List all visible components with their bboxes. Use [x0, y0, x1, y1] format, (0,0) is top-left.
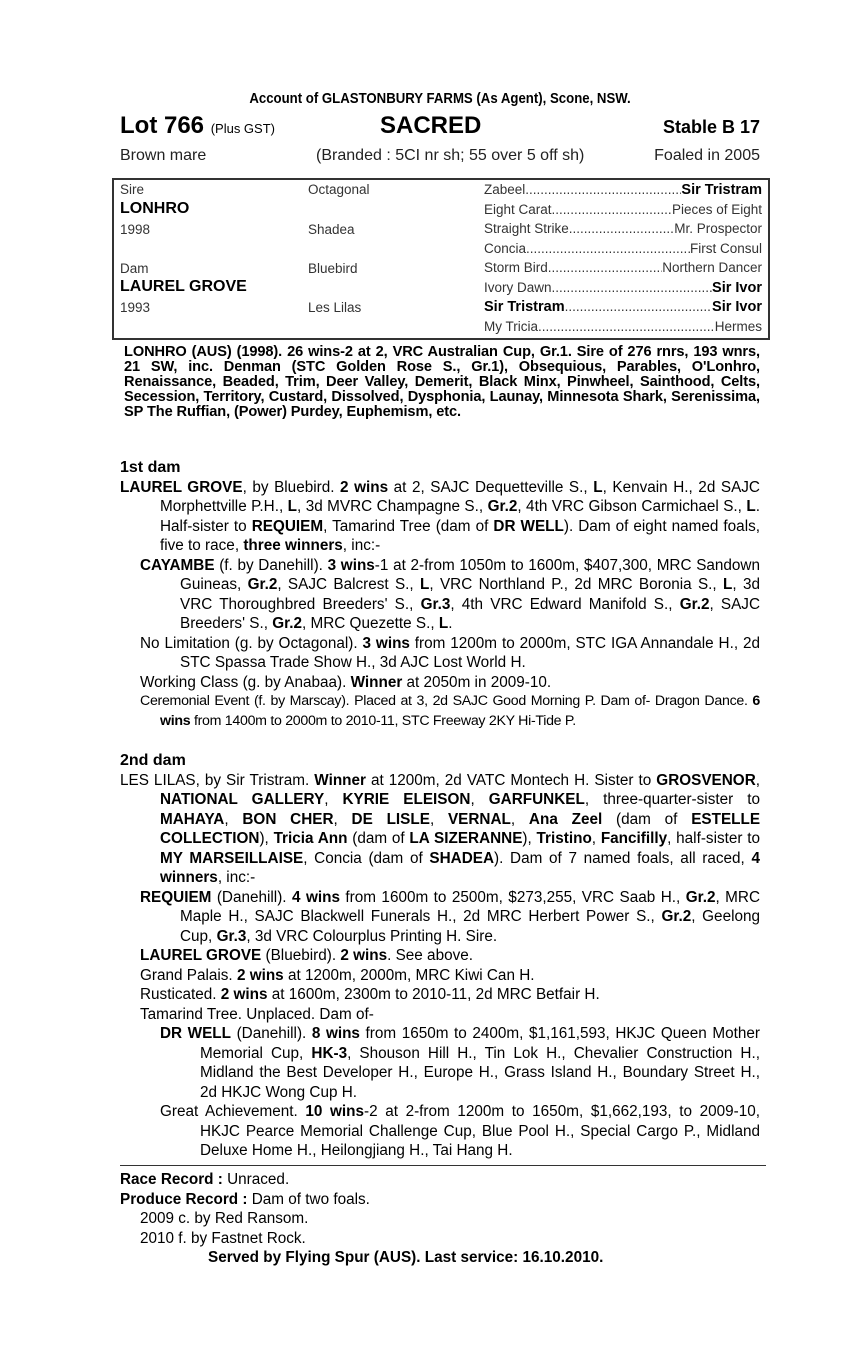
text-run: (dam of	[602, 810, 692, 828]
bold-text: REQUIEM	[140, 888, 212, 906]
bold-text: 2 wins	[340, 947, 388, 964]
bold-text: L	[438, 615, 449, 632]
bold-text: L	[593, 478, 603, 496]
bold-text: LA SIZERANNE	[409, 830, 523, 847]
text-run: ,	[755, 771, 760, 789]
text-run: (Bluebird).	[261, 947, 341, 964]
pedigree-paragraph	[120, 946, 760, 966]
text-run: Great Achievement.	[160, 1103, 306, 1120]
text-run: . See above.	[387, 947, 473, 964]
bold-text: Winner	[350, 673, 403, 691]
dam-dam: Les Lilas	[308, 300, 362, 315]
horse-name: SACRED	[380, 112, 482, 139]
bold-text: Gr.3	[420, 595, 451, 613]
bold-text: ESTELLE COLLECTION	[160, 810, 761, 847]
text-run: , 3d VRC Colourplus Printing H. Sire.	[246, 927, 498, 945]
colour-sex: Brown mare	[120, 147, 207, 164]
text-run: Grand Palais.	[140, 966, 237, 984]
first-dam-section	[120, 458, 760, 731]
leader-dots	[548, 260, 662, 275]
bold-text: 2 wins	[220, 986, 268, 1003]
gen3-dam-sire: Sir Ivor	[712, 279, 762, 296]
sire-label: Sire	[120, 182, 145, 197]
section-heading: 1st dam	[120, 459, 181, 476]
lot-note: (Plus GST)	[210, 121, 275, 136]
text-run: No Limitation (g. by Octagonal).	[140, 634, 363, 652]
text-run: , SAJC Breeders' S.,	[180, 595, 760, 632]
gen3-dam-sire: Pieces of Eight	[671, 201, 762, 217]
text-run: ),	[259, 830, 274, 847]
text-run: , 3d VRC Thoroughbred Breeders' S.,	[180, 576, 760, 613]
dam-label: Dam	[120, 261, 149, 276]
gen3-dam-sire: Hermes	[714, 318, 762, 334]
text-run: ),	[522, 830, 537, 847]
bold-text: DR WELL	[160, 1025, 231, 1042]
dam-name: LAUREL GROVE	[120, 278, 247, 295]
text-run: , SAJC Balcrest S.,	[277, 576, 421, 593]
leader-dots	[538, 319, 715, 334]
text-run: ). Dam of eight named foals, five to race,	[160, 517, 760, 554]
leader-dots	[569, 221, 674, 236]
leader-dots	[565, 299, 712, 315]
text-run: ). Dam of 7 named foals, all raced,	[494, 849, 752, 867]
text-run: , three-quarter-sister to	[584, 791, 761, 808]
gen3-sire: Storm Bird	[484, 260, 548, 275]
text-run: , VRC Northland P., 2d MRC Boronia S.,	[429, 576, 724, 593]
bold-text: LAUREL GROVE	[140, 947, 262, 964]
bold-text: GARFUNKEL	[488, 791, 585, 808]
lot-label: Lot 766	[120, 112, 205, 139]
text-run: , 4th VRC Gibson Carmichael S.,	[517, 498, 747, 515]
text-run: at 2050m in 2009-10.	[402, 673, 552, 691]
bold-text: 3 wins	[362, 634, 410, 652]
bold-text: Tricia Ann	[273, 830, 348, 847]
text-run: Working Class (g. by Anabaa).	[140, 673, 351, 691]
pedigree-gen3-row	[484, 319, 762, 334]
pedigree-paragraph	[120, 556, 760, 634]
dam-year: 1993	[120, 300, 151, 315]
pedigree-gen3-row	[484, 241, 762, 256]
text-run: (dam of	[347, 830, 410, 847]
gen3-dam-sire: Sir Ivor	[712, 299, 762, 315]
pedigree-paragraph	[120, 634, 760, 673]
bold-text: 8 wins	[311, 1025, 360, 1042]
leader-dots	[526, 241, 690, 256]
foal-item: 2010 f. by Fastnet Rock.	[140, 1229, 306, 1247]
text-run: from 1200m to 2000m, STC IGA Annandale H., 2d STC Spassa Trade Show H., 3d AJC Lost World H.	[180, 634, 760, 671]
bold-text: DE LISLE	[351, 810, 430, 828]
bold-text: L	[420, 576, 430, 593]
bold-text: MAHAYA	[160, 810, 225, 828]
sire-biography: LONHRO (AUS) (1998). 26 wins-2 at 2, VRC Australian Cup, Gr.1. Sire of 276 rnrs, 193 wnrs, 21 SW, inc. Denman (STC Golden Rose S., Gr.1), Obsequious, Parables, O'Lonhro, Renaissance, Beaded, Trim, Deer Valley, Demerit, Black Minx, Pinwheel, Sainthood, Celts, Secession, Territory, Custard, Dissolved, Dysphonia, Launay, Minnesota Shark, Serenissima, SP The Ruffian, (Power) Purdey, Euphemism, etc.	[124, 344, 760, 420]
second-dam-section	[120, 751, 760, 1161]
text-run: . Half-sister to	[160, 498, 760, 535]
text-run: ,	[470, 791, 489, 808]
bold-text: GROSVENOR	[656, 771, 756, 789]
sire-dam: Shadea	[308, 222, 355, 237]
text-run: ,	[324, 791, 343, 808]
bold-text: Gr.3	[216, 927, 247, 945]
pedigree-paragraph	[120, 1102, 760, 1161]
text-run: ,	[224, 810, 243, 828]
gen3-dam-sire: Mr. Prospector	[674, 221, 762, 236]
bold-text: BON CHER	[242, 810, 334, 828]
records-section	[120, 1165, 766, 1268]
leader-dots	[525, 182, 681, 198]
pedigree-table	[112, 178, 770, 340]
text-run: from 1600m to 2500m, $273,255, VRC Saab H.,	[339, 888, 686, 906]
sire-year: 1998	[120, 222, 151, 237]
bold-text: L	[287, 498, 297, 515]
bold-text: VERNAL	[447, 810, 511, 828]
bold-text: Gr.2	[685, 888, 716, 906]
text-run: Rusticated.	[140, 986, 221, 1003]
gen3-sire: Sir Tristram	[484, 299, 565, 315]
pedigree-paragraph	[120, 888, 760, 947]
text-run: Ceremonial Event (f. by Marscay). Placed at 3, 2d SAJC Good Morning P. Dam of- Dragon Dance.	[140, 693, 753, 709]
bold-text: Gr.2	[247, 576, 278, 593]
text-run: , inc:-	[217, 869, 256, 886]
text-run: , half-sister to	[667, 830, 761, 847]
text-run: , 3d MVRC Champagne S.,	[297, 498, 488, 515]
pedigree-gen3-row	[484, 260, 762, 275]
bold-text: Gr.2	[661, 908, 692, 925]
bold-text: Winner	[314, 771, 366, 789]
bold-text: Gr.2	[679, 595, 710, 613]
pedigree-gen3-row	[484, 202, 762, 217]
bold-text: SHADEA	[429, 849, 495, 867]
foal-item: 2009 c. by Red Ransom.	[140, 1210, 309, 1227]
bold-text: 3 wins	[327, 556, 375, 574]
text-run: , Shouson Hill H., Tin Lok H., Chevalier Construction H., Midland the Best Developer H., Europe H., Grass Island H., Boundary Street H., 2d HKJC Wong Cup H.	[200, 1044, 760, 1101]
text-run: (f. by Danehill).	[214, 556, 328, 574]
brand: (Branded : 5CI nr sh; 55 over 5 off sh)	[316, 147, 585, 164]
bold-text: L	[746, 498, 756, 515]
produce-record-value: Dam of two foals.	[251, 1190, 370, 1208]
gen3-dam-sire: First Consul	[689, 240, 762, 256]
leader-dots	[552, 202, 672, 217]
produce-record	[120, 1190, 766, 1210]
pedigree-gen3-row	[484, 280, 762, 296]
pedigree-paragraph	[120, 966, 760, 986]
bold-text: 4 winners	[160, 849, 760, 886]
bold-text: 2 wins	[236, 966, 284, 984]
bold-text: MY MARSEILLAISE	[160, 849, 304, 867]
text-run: , Tamarind Tree (dam of	[323, 517, 494, 535]
text-run: at 2, SAJC Dequetteville S.,	[388, 478, 594, 496]
pedigree-gen3-row	[484, 299, 762, 315]
dam-sire: Bluebird	[308, 261, 358, 276]
gen3-sire: My Tricia	[484, 318, 538, 334]
text-run: Tamarind Tree. Unplaced. Dam of-	[140, 1005, 374, 1023]
gen3-sire: Ivory Dawn	[484, 279, 552, 295]
text-run: (Danehill).	[211, 888, 292, 906]
pedigree-gen3-row	[484, 221, 762, 236]
bold-text: L	[723, 576, 733, 593]
text-run: , Kenvain H., 2d SAJC Morphettville P.H.,	[160, 478, 760, 515]
bold-text: DR WELL	[493, 517, 564, 535]
text-run: , inc:-	[342, 537, 381, 554]
produce-record-label: Produce Record :	[120, 1190, 248, 1208]
text-run: at 1600m, 2300m to 2010-11, 2d MRC Betfair H.	[267, 986, 600, 1003]
served-note: Served by Flying Spur (AUS). Last service: 16.10.2010.	[208, 1249, 604, 1266]
leader-dots	[552, 280, 713, 296]
text-run: -1 at 2-from 1050m to 1600m, $407,300, MRC Sandown Guineas,	[180, 556, 760, 593]
bold-text: Gr.2	[487, 498, 518, 515]
race-record-value: Unraced.	[227, 1171, 290, 1188]
pedigree-paragraph	[120, 1005, 760, 1025]
pedigree-paragraph	[120, 771, 760, 888]
race-record	[120, 1170, 766, 1190]
pedigree-paragraph	[120, 1024, 760, 1102]
bold-text: Gr.2	[272, 615, 302, 632]
lot-number	[120, 112, 275, 140]
pedigree-gen3-row	[484, 182, 762, 198]
bold-text: 4 wins	[292, 888, 340, 906]
text-run: ,	[429, 810, 448, 828]
text-run: at 1200m, 2d VATC Montech H. Sister to	[365, 771, 657, 789]
text-run: , MRC Maple H., SAJC Blackwell Funerals H., 2d MRC Herbert Power S.,	[180, 888, 760, 925]
bold-text: 10 wins	[305, 1103, 364, 1120]
text-run: from 1650m to 2400m, $1,161,593, HKJC Queen Mother Memorial Cup,	[200, 1025, 760, 1062]
bold-text: LAUREL GROVE	[120, 478, 243, 496]
bold-text: Ana Zeel	[528, 810, 603, 828]
bold-text: 6 wins	[160, 693, 760, 729]
bold-text: KYRIE ELEISON	[342, 791, 471, 808]
sire-name: LONHRO	[120, 200, 190, 217]
bold-text: REQUIEM	[251, 517, 324, 535]
text-run: (Danehill).	[231, 1025, 312, 1042]
gen3-sire: Eight Carat	[484, 201, 552, 217]
stable-location: Stable B 17	[662, 117, 760, 137]
text-run: .	[448, 615, 453, 632]
section-heading: 2nd dam	[120, 752, 186, 769]
bold-text: NATIONAL GALLERY	[160, 791, 325, 808]
vendor-account: Account of GLASTONBURY FARMS (As Agent), Scone, NSW.	[249, 90, 631, 107]
gen3-dam-sire: Sir Tristram	[681, 182, 762, 198]
bold-text: three winners	[243, 537, 343, 554]
race-record-label: Race Record :	[120, 1171, 223, 1188]
text-run: , Geelong Cup,	[180, 908, 760, 945]
pedigree-paragraph	[120, 673, 760, 693]
gen3-sire: Zabeel	[484, 182, 526, 197]
text-run: at 1200m, 2000m, MRC Kiwi Can H.	[283, 966, 535, 984]
horse-details	[120, 147, 760, 165]
text-run: ,	[510, 810, 529, 828]
pedigree-paragraph	[120, 478, 760, 556]
bold-text: CAYAMBE	[140, 556, 215, 574]
text-run: ,	[591, 830, 601, 847]
pedigree-paragraph	[120, 692, 760, 731]
foaled: Foaled in 2005	[654, 147, 760, 164]
text-run: LES LILAS, by Sir Tristram.	[120, 771, 315, 789]
text-run: ,	[333, 810, 352, 828]
bold-text: 2 wins	[340, 478, 389, 496]
gen3-sire: Straight Strike	[484, 221, 569, 236]
text-run: , Concia (dam of	[303, 849, 430, 867]
bold-text: Tristino	[536, 830, 592, 847]
text-run: , by Bluebird.	[242, 478, 341, 496]
bold-text: Fancifilly	[600, 830, 668, 847]
bold-text: HK-3	[311, 1044, 348, 1062]
sire-sire: Octagonal	[308, 182, 370, 197]
text-run: -2 at 2-from 1200m to 1650m, $1,662,193, to 2009-10, HKJC Pearce Memorial Challenge Cup, Blue Pool H., Special Cargo P., Midland Deluxe Home H., Heilongjiang H., Tai Hang H.	[200, 1103, 761, 1159]
gen3-sire: Concia	[484, 240, 527, 256]
text-run: , MRC Quezette S.,	[301, 615, 439, 632]
gen3-dam-sire: Northern Dancer	[662, 260, 762, 275]
text-run: , 4th VRC Edward Manifold S.,	[450, 595, 680, 613]
text-run: from 1400m to 2000m to 2010-11, STC Freeway 2KY Hi-Tide P.	[190, 712, 576, 729]
pedigree-paragraph	[120, 985, 760, 1005]
